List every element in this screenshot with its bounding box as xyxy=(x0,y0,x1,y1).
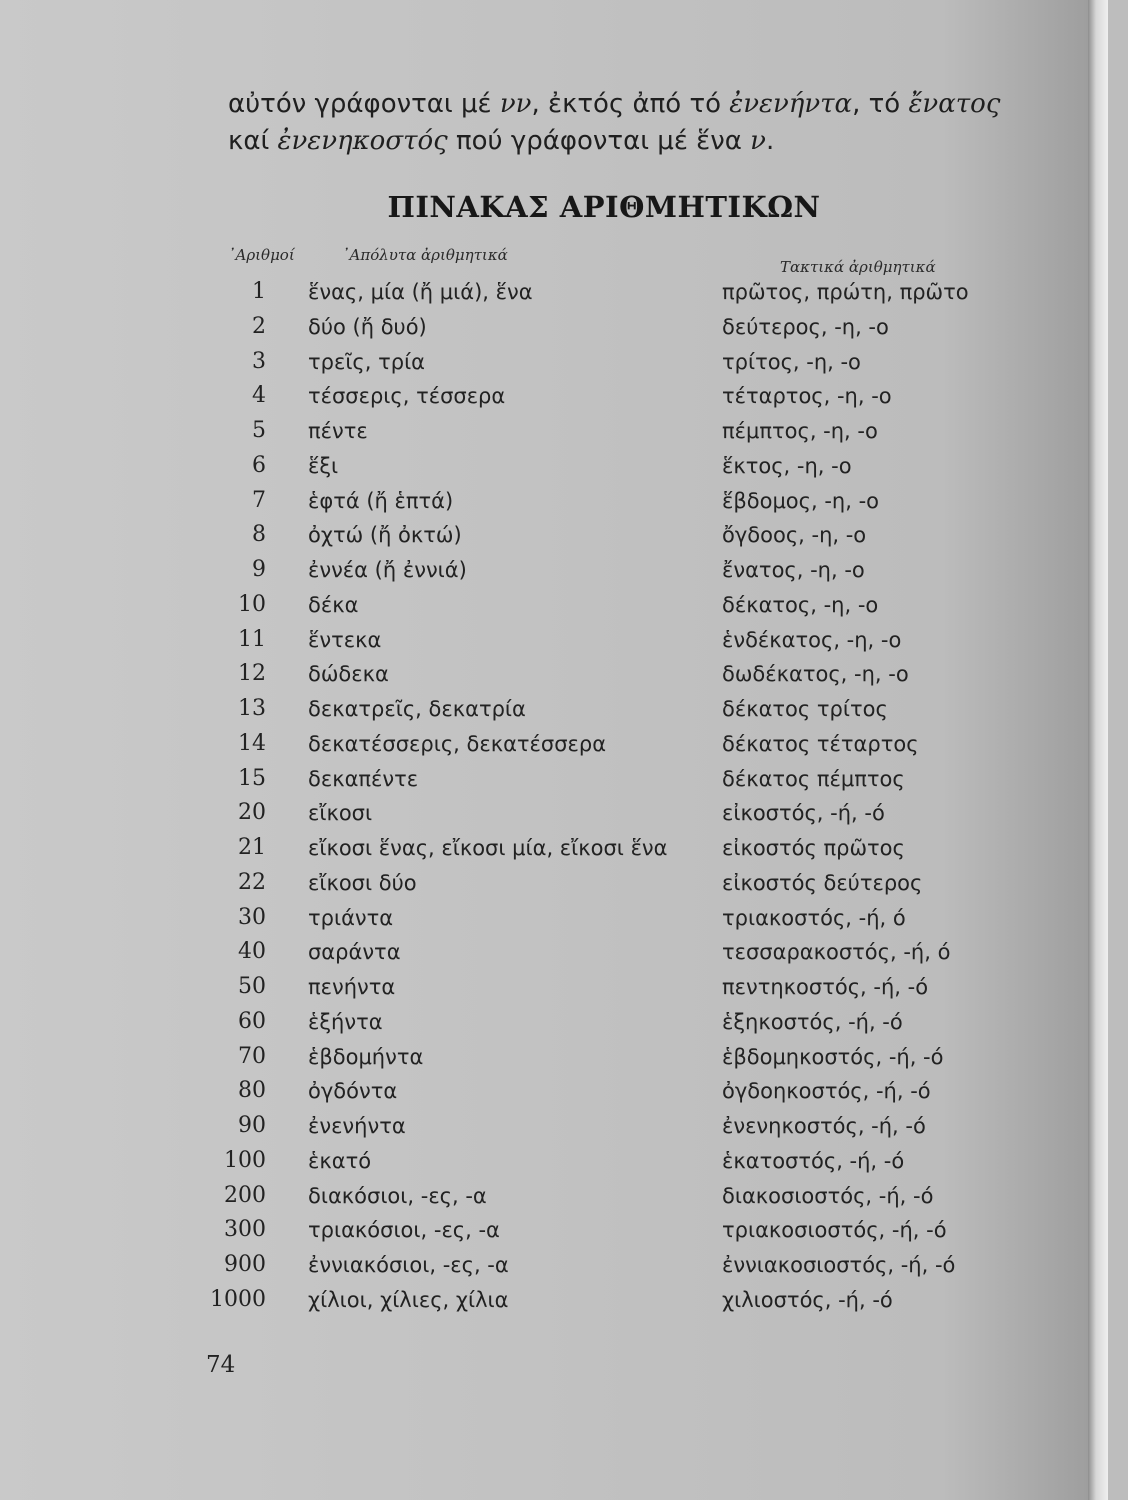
cardinal-numeral: τριακόσιοι, -ες, -α xyxy=(308,1218,500,1243)
cardinal-numeral: τριάντα xyxy=(308,905,394,930)
ordinal-numeral: ἑξηκοστός, -ή, -ό xyxy=(722,1009,903,1034)
table-row xyxy=(0,553,1108,587)
table-row xyxy=(0,1179,1108,1213)
cardinal-numeral: τέσσερις, τέσσερα xyxy=(308,384,506,409)
table-row xyxy=(0,449,1108,483)
cardinal-numeral: διακόσιοι, -ες, -α xyxy=(308,1183,487,1208)
table-row xyxy=(0,414,1108,448)
ordinal-numeral: εἰκοστός, -ή, -ό xyxy=(722,801,885,826)
table-row xyxy=(0,1040,1108,1074)
ordinal-numeral: πεντηκοστός, -ή, -ό xyxy=(722,975,929,999)
ordinal-numeral: δέκατος, -η, -ο xyxy=(722,592,879,617)
table-row xyxy=(0,588,1108,622)
table-row xyxy=(0,1248,1108,1282)
row-number: 12 xyxy=(238,661,266,687)
table-row xyxy=(0,935,1108,969)
table-row xyxy=(0,1074,1108,1108)
cardinal-numeral: ἑφτά (ἤ ἑπτά) xyxy=(308,488,454,513)
ordinal-numeral: χιλιοστός, -ή, -ό xyxy=(722,1287,893,1312)
cardinal-numeral: ἕνας, μία (ἤ μιά), ἕνα xyxy=(308,280,533,304)
table-row xyxy=(0,692,1108,726)
ordinal-numeral: ἑκατοστός, -ή, -ό xyxy=(722,1148,905,1173)
table-row xyxy=(0,1005,1108,1039)
row-number: 100 xyxy=(224,1147,266,1173)
ordinal-numeral: ἑνδέκατος, -η, -ο xyxy=(722,627,902,652)
ordinal-numeral: ἐννιακοσιοστός, -ή, -ό xyxy=(722,1253,956,1277)
ordinal-numeral: δωδέκατος, -η, -ο xyxy=(722,662,909,687)
page-number: 74 xyxy=(206,1352,236,1378)
ordinal-numeral: τέταρτος, -η, -ο xyxy=(722,384,892,409)
row-number: 15 xyxy=(238,765,266,791)
ordinal-numeral: εἰκοστός δεύτερος xyxy=(722,870,923,895)
row-number: 200 xyxy=(224,1182,266,1208)
table-row xyxy=(0,345,1108,379)
row-number: 1000 xyxy=(210,1286,266,1312)
cardinal-numeral: πενήντα xyxy=(308,975,396,999)
ordinal-numeral: δέκατος τέταρτος xyxy=(722,731,919,756)
cardinal-numeral: ἐννέα (ἤ ἐννιά) xyxy=(308,558,467,582)
cardinal-numeral: ὀγδόντα xyxy=(308,1079,398,1104)
row-number: 70 xyxy=(238,1043,266,1069)
row-number: 11 xyxy=(238,626,266,652)
table-row xyxy=(0,762,1108,796)
cardinal-numeral: ἑβδομήντα xyxy=(308,1044,424,1069)
cardinal-numeral: δέκα xyxy=(308,592,359,617)
row-number: 13 xyxy=(238,696,266,721)
cardinal-numeral: ἐννιακόσιοι, -ες, -α xyxy=(308,1253,509,1277)
cardinal-numeral: εἴκοσι δύο xyxy=(308,870,417,895)
row-number: 10 xyxy=(238,591,266,617)
ordinal-numeral: τριακοστός, -ή, ό xyxy=(722,905,906,930)
ordinal-numeral: δέκατος τρίτος xyxy=(722,697,888,721)
cardinal-numeral: δώδεκα xyxy=(308,662,389,687)
ordinal-numeral: τριακοσιοστός, -ή, -ό xyxy=(722,1218,947,1243)
header-numbers: ᾿Αριθμοί xyxy=(228,246,295,264)
table-row xyxy=(0,970,1108,1004)
cardinal-numeral: εἴκοσι ἕνας, εἴκοσι μία, εἴκοσι ἕνα xyxy=(308,836,668,860)
row-number: 4 xyxy=(252,383,266,409)
row-number: 6 xyxy=(252,452,266,478)
table-row xyxy=(0,866,1108,900)
row-number: 1 xyxy=(252,279,266,304)
row-number: 90 xyxy=(238,1113,266,1138)
row-number: 900 xyxy=(224,1252,266,1277)
table-row xyxy=(0,901,1108,935)
ordinal-numeral: ἕκτος, -η, -ο xyxy=(722,453,852,478)
table-row xyxy=(0,1283,1108,1317)
row-number: 14 xyxy=(238,730,266,756)
cardinal-numeral: ἕξι xyxy=(308,453,339,478)
ordinal-numeral: ἐνενηκοστός, -ή, -ό xyxy=(722,1114,926,1138)
ordinal-numeral: ἕβδομος, -η, -ο xyxy=(722,488,879,513)
header-ordinal: Τακτικά ἀριθμητικά xyxy=(780,258,936,276)
row-number: 9 xyxy=(252,557,266,582)
ordinal-numeral: διακοσιοστός, -ή, -ό xyxy=(722,1183,934,1208)
row-number: 40 xyxy=(238,939,266,965)
row-number: 50 xyxy=(238,974,266,999)
row-number: 22 xyxy=(238,869,266,895)
table-row xyxy=(0,518,1108,552)
table-row xyxy=(0,727,1108,761)
table-row xyxy=(0,831,1108,865)
ordinal-numeral: δέκατος πέμπτος xyxy=(722,766,905,791)
cardinal-numeral: ἑξήντα xyxy=(308,1009,383,1034)
intro-paragraph: αὐτόν γράφονται μέ νν, ἐκτός ἀπό τό ἐνενήντα, τό ἔνατος καί ἐνενηκοστός πού γράφονται μέ ἕνα ν. xyxy=(228,89,1001,156)
table-row xyxy=(0,484,1108,518)
row-number: 80 xyxy=(238,1078,266,1104)
table-row xyxy=(0,275,1108,309)
ordinal-numeral: τεσσαρακοστός, -ή, ό xyxy=(722,940,951,965)
row-number: 300 xyxy=(224,1217,266,1243)
cardinal-numeral: πέντε xyxy=(308,419,368,443)
row-number: 3 xyxy=(252,348,266,374)
cardinal-numeral: δύο (ἤ δυό) xyxy=(308,314,427,339)
cardinal-numeral: δεκατέσσερις, δεκατέσσερα xyxy=(308,731,607,756)
ordinal-numeral: πρῶτος, πρώτη, πρῶτο xyxy=(722,280,969,304)
table-row xyxy=(0,1213,1108,1247)
cardinal-numeral: δεκατρεῖς, δεκατρία xyxy=(308,697,526,721)
row-number: 60 xyxy=(238,1008,266,1034)
row-number: 5 xyxy=(252,418,266,443)
cardinal-numeral: ἐνενήντα xyxy=(308,1114,406,1138)
header-cardinal: ᾿Απόλυτα ἀριθμητικά xyxy=(342,246,508,264)
row-number: 21 xyxy=(238,835,266,860)
ordinal-numeral: ὀγδοηκοστός, -ή, -ό xyxy=(722,1079,931,1104)
table-row xyxy=(0,623,1108,657)
ordinal-numeral: εἰκοστός πρῶτος xyxy=(722,836,905,860)
cardinal-numeral: τρεῖς, τρία xyxy=(308,349,426,374)
row-number: 8 xyxy=(252,522,266,548)
table-row xyxy=(0,1109,1108,1143)
ordinal-numeral: πέμπτος, -η, -ο xyxy=(722,419,878,443)
cardinal-numeral: ὀχτώ (ἤ ὀκτώ) xyxy=(308,523,462,548)
table-row xyxy=(0,1144,1108,1178)
row-number: 7 xyxy=(252,487,266,513)
table-row xyxy=(0,379,1108,413)
row-number: 30 xyxy=(238,904,266,930)
ordinal-numeral: τρίτος, -η, -ο xyxy=(722,349,861,374)
table-title: ΠΙΝΑΚΑΣ ΑΡΙΘΜΗΤΙΚΩΝ xyxy=(387,190,821,224)
row-number: 2 xyxy=(252,313,266,339)
cardinal-numeral: δεκαπέντε xyxy=(308,766,419,791)
ordinal-numeral: ἔνατος, -η, -ο xyxy=(722,558,865,582)
ordinal-numeral: δεύτερος, -η, -ο xyxy=(722,314,889,339)
cardinal-numeral: ἑκατό xyxy=(308,1148,372,1173)
table-row xyxy=(0,657,1108,691)
cardinal-numeral: ἕντεκα xyxy=(308,627,382,652)
cardinal-numeral: χίλιοι, χίλιες, χίλια xyxy=(308,1287,509,1312)
cardinal-numeral: εἴκοσι xyxy=(308,801,373,826)
table-row xyxy=(0,796,1108,830)
cardinal-numeral: σαράντα xyxy=(308,940,401,965)
ordinal-numeral: ὄγδοος, -η, -ο xyxy=(722,523,867,548)
table-row xyxy=(0,310,1108,344)
row-number: 20 xyxy=(238,800,266,826)
ordinal-numeral: ἑβδομηκοστός, -ή, -ό xyxy=(722,1044,944,1069)
